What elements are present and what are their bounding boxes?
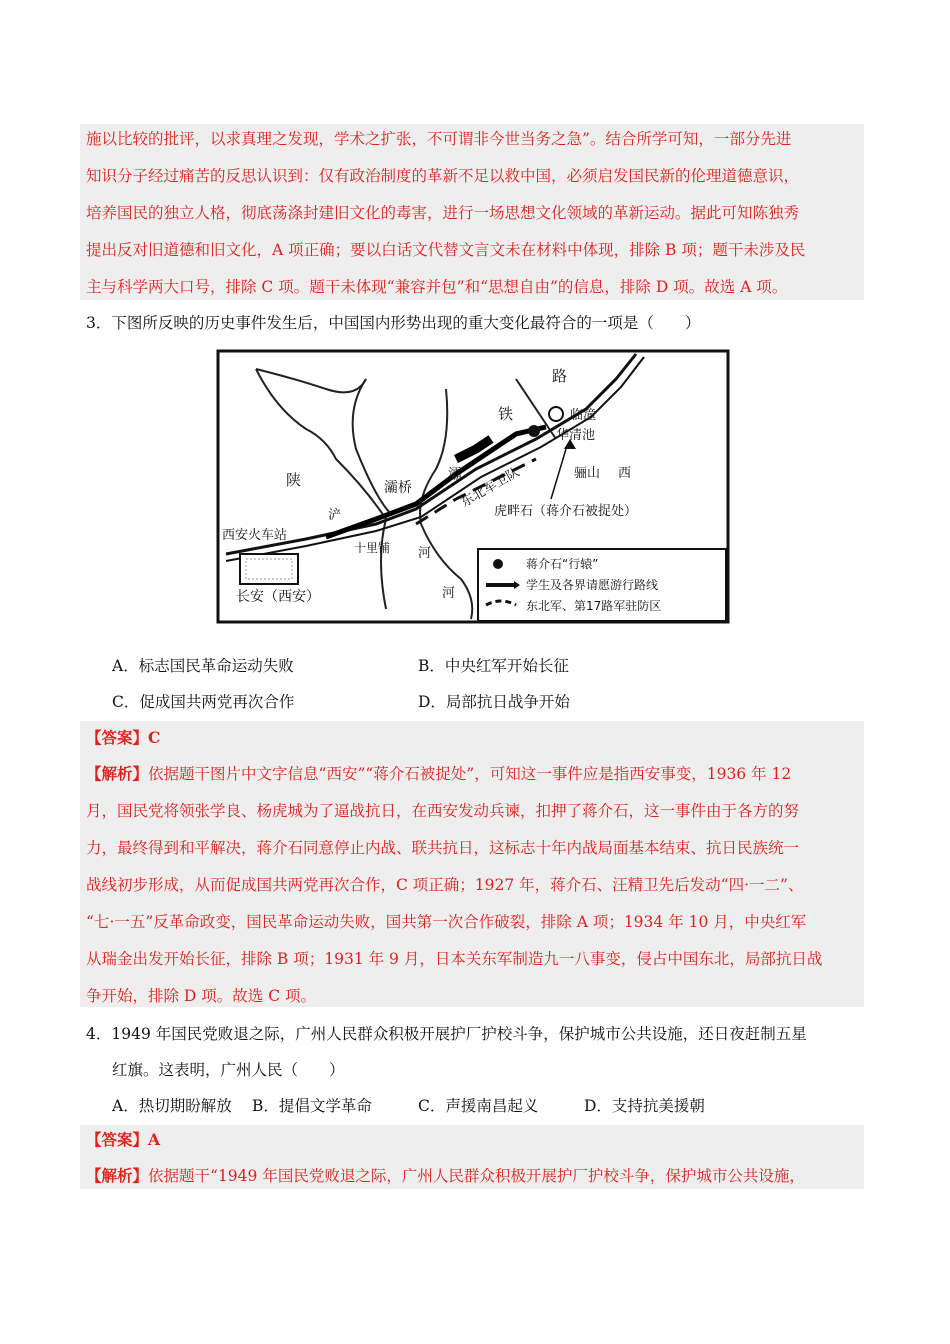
map-label-changan: 长安（西安） <box>236 589 320 605</box>
map-changan-inner <box>246 559 292 579</box>
map-label-ba: 灞 <box>448 467 462 483</box>
legend-dot <box>493 559 503 569</box>
analysis-text: 依据题干“1949 年国民党败退之际，广州人民群众积极开展护厂护校斗争，保护城市公共设施， <box>148 1167 805 1185</box>
q4-option-d: D．支持抗美援朝 <box>584 1097 705 1115</box>
q4-answer <box>86 1130 160 1150</box>
map-label-lintong: 临潼 <box>570 408 597 423</box>
map-label-he: 河 <box>418 546 432 561</box>
q3-option-a: A．标志国民革命运动失败 <box>112 657 294 675</box>
question-4-stem-line2: 红旗。这表明，广州人民（ ） <box>112 1061 345 1079</box>
q3-option-d: D．局部抗日战争开始 <box>418 693 570 711</box>
q3-option-c: C．促成国共两党再次合作 <box>112 693 295 711</box>
q4-option-b: B．提倡文学革命 <box>252 1097 372 1115</box>
analysis-tag: 【解析】 <box>86 764 149 783</box>
map-label-shaan: 陕 <box>286 471 302 489</box>
map-label-dongbei-weidui: 东北军卫队 <box>458 464 523 511</box>
map-label-xian-station: 西安火车站 <box>222 528 288 543</box>
map-label-tie: 铁 <box>498 405 514 423</box>
map-label-lu: 路 <box>552 367 568 385</box>
answer-tag: 【答案】 <box>86 728 149 747</box>
map-label-hulushi: 虎畔石（蒋介石被捉处） <box>494 504 638 519</box>
q3-analysis-line: 力，最终得到和平解决，蒋介石同意停止内战、联共抗日，这标志十年内战局面基本结束、抗日民族统一 <box>86 839 800 857</box>
answer-value: C <box>148 728 161 747</box>
legend-label-headquarters: 蒋介石“行辕” <box>526 557 599 571</box>
map-label-he2: 河 <box>442 586 456 601</box>
prev-analysis-line: 施以比较的批评，以求真理之发现，学术之扩张，不可谓非今世当务之急”。结合所学可知，一部分先进 <box>86 130 792 148</box>
question-3-stem: 3．下图所反映的历史事件发生后，中国国内形势出现的重大变化最符合的一项是（ ） <box>86 314 701 332</box>
prev-analysis-line: 主与科学两大口号，排除 C 项。题干未体现“兼容并包”和“思想自由”的信息，排除 D 项。故选 A 项。 <box>86 278 788 296</box>
map-label-baqiao: 灞桥 <box>384 480 412 496</box>
prev-analysis-line: 培养国民的独立人格，彻底荡涤封建旧文化的毒害，进行一场思想文化领域的革新运动。据此可知陈独秀 <box>86 204 800 222</box>
q4-option-a: A．热切期盼解放 <box>112 1097 232 1115</box>
q4-analysis-line <box>86 1166 805 1186</box>
analysis-tag: 【解析】 <box>86 1166 149 1185</box>
xian-incident-map <box>216 349 730 624</box>
q3-analysis-line: 月，国民党将领张学良、杨虎城为了逼战抗日，在西安发动兵谏，扣押了蒋介石，这一事件由于各方的努 <box>86 802 800 820</box>
prev-analysis-line: 知识分子经过痛苦的反思认识到：仅有政治制度的革新不足以救中国，必须启发国民新的伦理道德意识， <box>86 167 800 185</box>
q3-analysis-line: 争开始，排除 D 项。故选 C 项。 <box>86 987 316 1005</box>
map-label-shiliyi: 十里铺 <box>354 541 391 555</box>
map-headquarters-dot <box>528 425 540 437</box>
map-label-chan: 浐 <box>328 508 342 523</box>
q3-analysis-line: “七·一五”反革命政变，国民革命运动失败，国共第一次合作破裂，排除 A 项；1934 年 10 月，中央红军 <box>86 913 807 931</box>
answer-tag: 【答案】 <box>86 1130 149 1149</box>
prev-analysis-line: 提出反对旧道德和旧文化，A 项正确；要以白话文代替文言文未在材料中体现，排除 B 项；题干未涉及民 <box>86 241 806 259</box>
q3-analysis-line <box>86 764 791 784</box>
q3-option-b: B．中央红军开始长征 <box>418 657 569 675</box>
map-label-xi-right: 西 <box>618 466 632 481</box>
q3-answer <box>86 728 160 748</box>
analysis-text: 依据题干图片中文字信息“西安”“蒋介石被捉处”，可知这一事件应是指西安事变，1936 年 12 <box>148 765 792 783</box>
answer-value: A <box>148 1130 161 1149</box>
q3-analysis-line: 战线初步形成，从而促成国共两党再次合作，C 项正确；1927 年，蒋介石、汪精卫先后发动“四·一二”、 <box>86 876 804 894</box>
map-svg <box>216 349 730 624</box>
legend-label-march: 学生及各界请愿游行路线 <box>526 578 659 592</box>
question-4-stem-line1: 4．1949 年国民党败退之际，广州人民群众积极开展护厂护校斗争，保护城市公共设施，还日夜赶制五星 <box>86 1025 807 1043</box>
q3-analysis-line: 从瑞金出发开始长征，排除 B 项；1931 年 9 月，日本关东军制造九一八事变，侵占中国东北，局部抗日战 <box>86 950 823 968</box>
map-label-huaqingchi: 华清池 <box>556 428 596 443</box>
legend-label-garrison: 东北军、第17路军驻防区 <box>526 599 662 613</box>
q4-option-c: C．声援南昌起义 <box>418 1097 539 1115</box>
map-label-lishan: 骊山 <box>574 466 601 481</box>
